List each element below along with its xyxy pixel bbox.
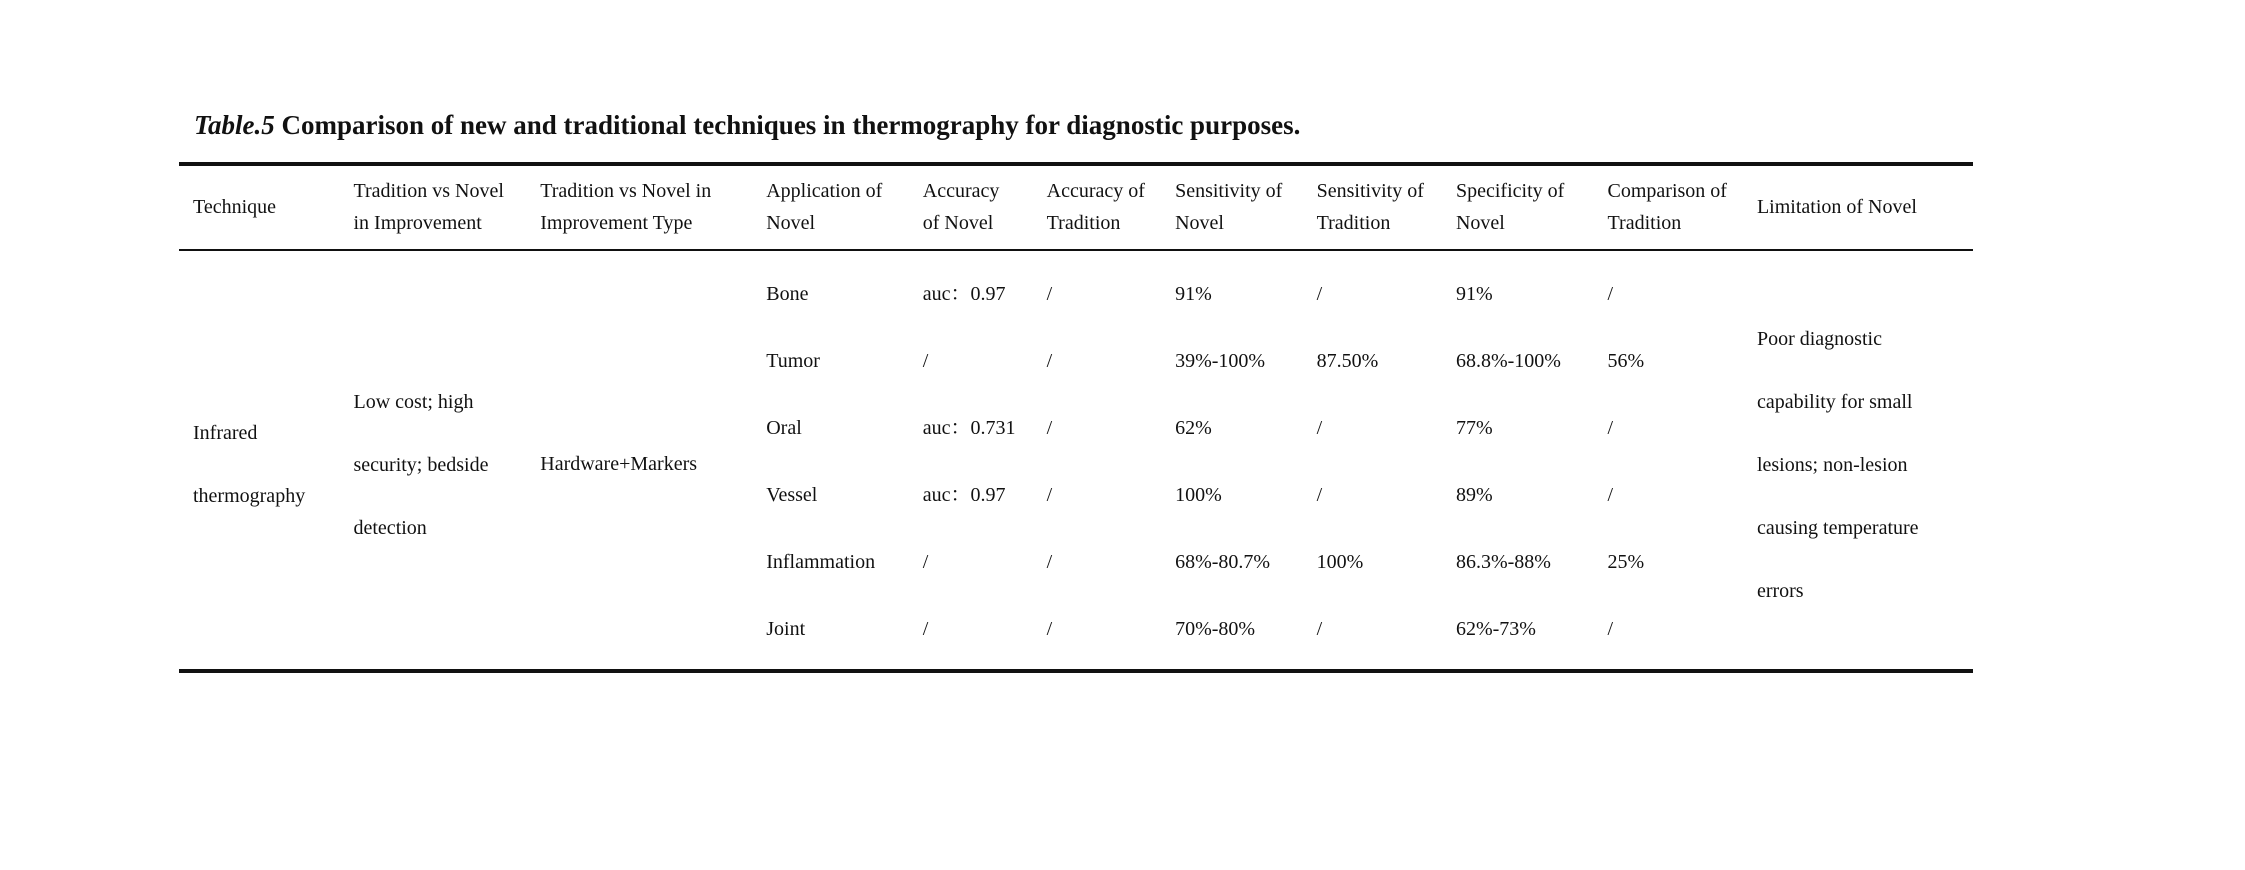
comparison-tradition-cell: /	[1607, 282, 1614, 305]
sensitivity-novel-cell: 68%-80.7%	[1175, 550, 1271, 573]
application-cell: Inflammation	[766, 550, 876, 573]
header-accuracy-novel: Accuracy of Novel	[922, 180, 1000, 234]
header-application: Application of Novel	[766, 180, 883, 234]
accuracy-novel-cell: /	[922, 349, 929, 372]
specificity-novel-cell: 89%	[1455, 483, 1493, 506]
header-accuracy-tradition: Accuracy of Tradition	[1046, 180, 1145, 234]
sensitivity-tradition-cell: 100%	[1316, 550, 1364, 573]
accuracy-tradition-cell: /	[1046, 349, 1053, 372]
accuracy-tradition-cell: /	[1046, 416, 1053, 439]
specificity-novel-cell: 77%	[1455, 416, 1493, 439]
comparison-tradition-cell: 56%	[1607, 349, 1645, 372]
sensitivity-novel-cell: 39%-100%	[1175, 349, 1266, 372]
application-cell: Joint	[766, 617, 806, 640]
comparison-tradition-cell: /	[1607, 416, 1614, 439]
limitation-cell: Poor diagnostic capability for small lesions; non-lesion causing temperature errors	[1756, 327, 1919, 602]
specificity-novel-cell: 91%	[1455, 282, 1493, 305]
comparison-table	[179, 162, 1973, 673]
header-improvement: Tradition vs Novel in Improvement	[353, 180, 504, 234]
sensitivity-novel-cell: 70%-80%	[1175, 617, 1256, 640]
accuracy-novel-cell: auc：0.97	[922, 282, 1006, 305]
table-caption	[194, 110, 1300, 141]
sensitivity-novel-cell: 100%	[1175, 483, 1222, 506]
specificity-novel-cell: 68.8%-100%	[1455, 349, 1561, 372]
specificity-novel-cell: 62%-73%	[1455, 617, 1536, 640]
header-limitation: Limitation of Novel	[1756, 195, 1917, 218]
header-comparison-tradition: Comparison of Tradition	[1607, 180, 1727, 234]
application-cell: Bone	[766, 282, 809, 305]
sensitivity-tradition-cell: 87.50%	[1316, 349, 1379, 372]
sensitivity-tradition-cell: /	[1316, 483, 1323, 506]
application-cell: Tumor	[766, 349, 820, 372]
sensitivity-novel-cell: 62%	[1175, 416, 1212, 439]
sensitivity-novel-cell: 91%	[1175, 282, 1212, 305]
accuracy-tradition-cell: /	[1046, 617, 1053, 640]
technique-cell: Infrared thermography	[193, 422, 306, 508]
improvement-type-cell: Hardware+Markers	[540, 453, 698, 476]
application-cell: Oral	[766, 416, 802, 439]
table-caption-label: Table.5	[194, 110, 275, 140]
sensitivity-tradition-cell: /	[1316, 617, 1323, 640]
header-specificity-novel: Specificity of Novel	[1455, 180, 1565, 234]
comparison-tradition-cell: /	[1607, 617, 1614, 640]
header-row	[179, 164, 1973, 250]
comparison-tradition-cell: 25%	[1607, 550, 1645, 573]
accuracy-novel-cell: /	[922, 617, 929, 640]
accuracy-tradition-cell: /	[1046, 483, 1053, 506]
comparison-tradition-cell: /	[1607, 483, 1614, 506]
application-cell: Vessel	[766, 483, 818, 506]
header-sensitivity-tradition: Sensitivity of Tradition	[1316, 180, 1424, 234]
sensitivity-tradition-cell: /	[1316, 416, 1323, 439]
header-improvement-type: Tradition vs Novel in Improvement Type	[540, 180, 712, 234]
accuracy-novel-cell: auc：0.97	[922, 483, 1006, 506]
sensitivity-tradition-cell: /	[1316, 282, 1323, 305]
table-row	[179, 250, 1973, 328]
accuracy-novel-cell: /	[922, 550, 929, 573]
specificity-novel-cell: 86.3%-88%	[1455, 550, 1551, 573]
accuracy-tradition-cell: /	[1046, 282, 1053, 305]
header-sensitivity-novel: Sensitivity of Novel	[1175, 180, 1283, 234]
header-technique: Technique	[193, 195, 277, 218]
improvement-cell: Low cost; high security; bedside detection	[353, 390, 489, 539]
table-caption-text: Comparison of new and traditional techniques in thermography for diagnostic purposes.	[281, 110, 1301, 140]
accuracy-tradition-cell: /	[1046, 550, 1053, 573]
accuracy-novel-cell: auc：0.731	[922, 416, 1016, 439]
